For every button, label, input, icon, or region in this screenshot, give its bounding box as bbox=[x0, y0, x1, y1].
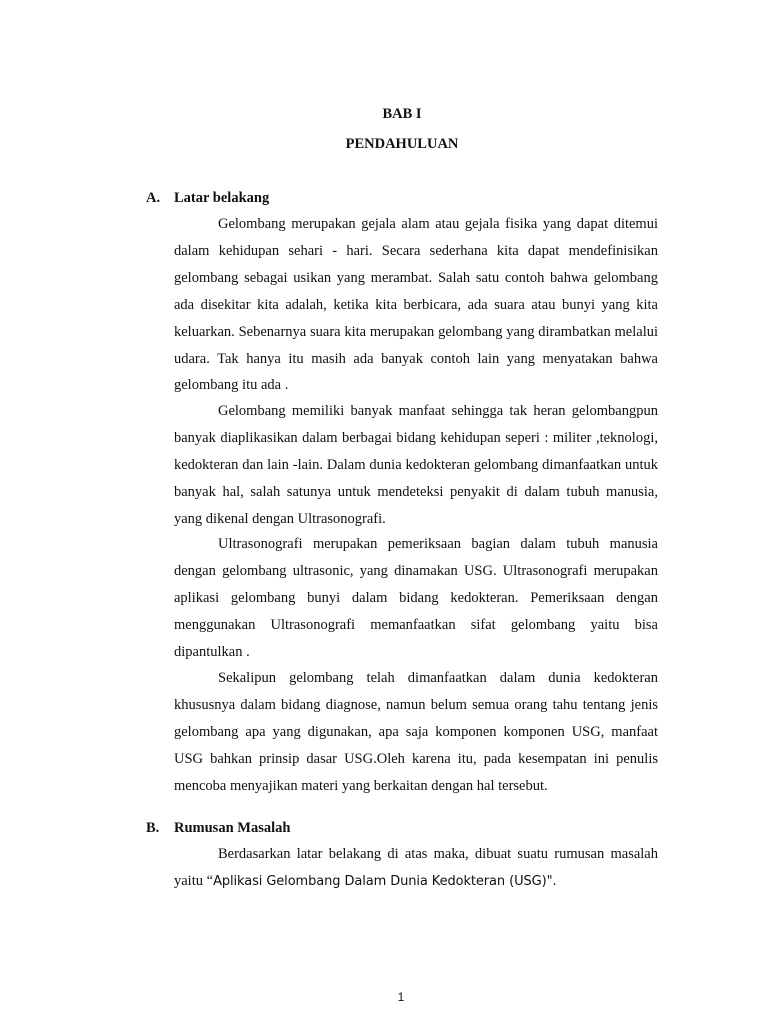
paragraph: Gelombang memiliki banyak manfaat sehingga tak heran gelombangpun banyak diaplikasikan dalam berbagai bidang kehidupan seperi : militer ,teknologi, kedokteran dan lain -lain. Dalam dunia kedokteran gelombang dimanfaatkan untuk banyak hal, salah satunya untuk mendeteksi penyakit di dalam tubuh manusia, yang dikenal dengan Ultrasonografi. bbox=[174, 403, 658, 527]
chapter-heading: BAB I bbox=[382, 106, 422, 122]
paragraph bbox=[174, 841, 658, 896]
section-b-heading bbox=[146, 820, 290, 837]
paragraph: Gelombang merupakan gejala alam atau gejala fisika yang dapat ditemui dalam kehidupan sehari - hari. Secara sederhana kita dapat mendefinisikan gelombang sebagai usikan yang merambat. Salah satu contoh bahwa gelombang ada disekitar kita adalah, ketika kita berbicara, ada suara atau bunyi yang kita keluarkan. Sebenarnya suara kita merupakan gelombang yang dirambatkan melalui udara. Tak hanya itu masih ada banyak contoh lain yang menyatakan bahwa gelombang itu ada . bbox=[174, 216, 658, 394]
section-a-heading bbox=[146, 190, 269, 207]
page-number: 1 bbox=[397, 990, 405, 1004]
paragraph: Ultrasonografi merupakan pemeriksaan bagian dalam tubuh manusia dengan gelombang ultrasonic, yang dinamakan USG. Ultrasonografi merupakan aplikasi gelombang bunyi dalam bidang kedokteran. Pemeriksaan dengan menggunakan Ultrasonografi memanfaatkan sifat gelombang yaitu bisa dipantulkan . bbox=[174, 536, 658, 660]
research-title-quote: Aplikasi Gelombang Dalam Dunia Kedokteran (USG)". bbox=[213, 873, 557, 889]
section-a-number: A. bbox=[146, 190, 161, 206]
section-a-title: Latar belakang bbox=[174, 190, 270, 206]
section-b-number: B. bbox=[146, 820, 160, 836]
paragraph: Sekalipun gelombang telah dimanfaatkan dalam dunia kedokteran khususnya dalam bidang diagnose, namun belum semua orang tahu tentang jenis gelombang apa yang digunakan, apa saja komponen komponen USG, manfaat USG bahkan prinsip dasar USG.Oleh karena itu, pada kesempatan ini penulis mencoba menyajikan materi yang berkaitan dengan hal tersebut. bbox=[174, 670, 658, 794]
section-b-title: Rumusan Masalah bbox=[174, 820, 291, 836]
chapter-title: PENDAHULUAN bbox=[345, 136, 459, 152]
paragraph-text: Berdasarkan latar belakang di atas maka, dibuat suatu rumusan masalah yaitu “ bbox=[174, 846, 658, 889]
